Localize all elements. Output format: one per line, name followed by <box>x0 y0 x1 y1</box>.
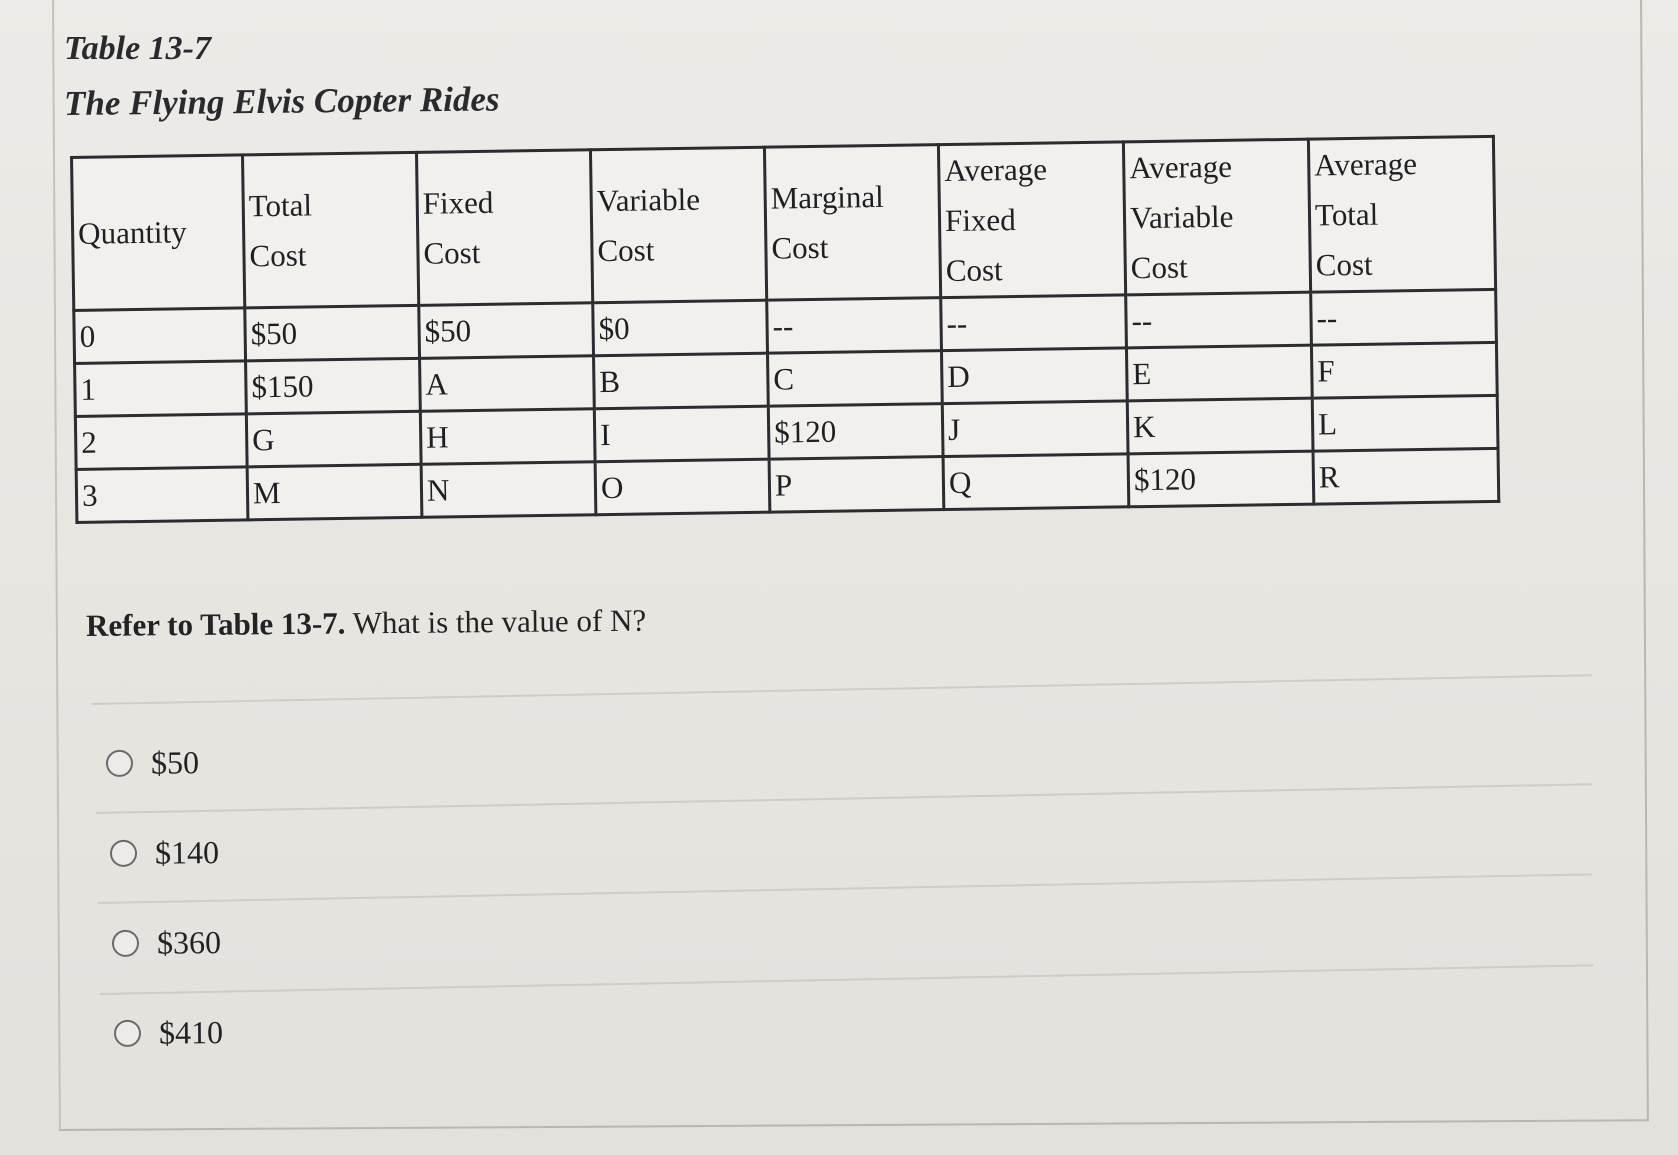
cell-variable-cost: B <box>594 353 769 409</box>
cell-average-total-cost: -- <box>1311 289 1497 345</box>
cell-average-variable-cost: -- <box>1126 292 1312 348</box>
cost-table-wrapper <box>70 135 1500 524</box>
header-variable-cost-line-1: Variable <box>596 181 701 219</box>
cell-average-fixed-cost: J <box>942 401 1128 457</box>
question-prompt: What is the value of N? <box>345 602 647 641</box>
cell-marginal-cost: $120 <box>768 404 943 460</box>
cell-average-variable-cost: K <box>1127 398 1313 454</box>
answer-option-label: $360 <box>156 924 222 961</box>
header-average-total-cost <box>1308 136 1495 292</box>
header-average-variable-cost-line-2: Variable <box>1129 198 1234 236</box>
cell-total-cost: $50 <box>245 305 420 361</box>
cell-quantity: 2 <box>75 414 247 470</box>
table-header-row <box>72 136 1496 310</box>
answer-option-2[interactable] <box>110 834 219 872</box>
header-average-total-cost-line-2: Total <box>1314 196 1379 233</box>
cell-average-total-cost: L <box>1312 395 1498 451</box>
cell-average-fixed-cost: Q <box>943 454 1129 510</box>
cell-fixed-cost: H <box>420 409 595 465</box>
cell-marginal-cost: P <box>769 457 944 513</box>
answer-option-4[interactable] <box>114 1014 223 1052</box>
header-total-cost <box>243 152 419 308</box>
header-average-fixed-cost-line-2: Fixed <box>944 201 1016 239</box>
header-average-variable-cost-line-1: Average <box>1129 148 1233 186</box>
header-average-fixed-cost <box>938 142 1125 298</box>
cell-marginal-cost: C <box>768 351 943 407</box>
table-title: Table 13-7 <box>64 30 212 67</box>
header-average-total-cost-line-3: Cost <box>1315 246 1373 283</box>
header-average-fixed-cost-line-1: Average <box>944 151 1048 189</box>
header-marginal-cost <box>764 145 940 301</box>
header-variable-cost-line-2: Cost <box>597 232 655 269</box>
cell-quantity: 1 <box>75 361 247 417</box>
header-average-total-cost-line-1: Average <box>1314 146 1418 183</box>
header-average-variable-cost <box>1123 139 1310 295</box>
header-average-variable-cost-line-3: Cost <box>1130 249 1188 286</box>
answer-option-label: $50 <box>150 744 200 781</box>
cell-fixed-cost: N <box>421 462 596 518</box>
header-total-cost-line-1: Total <box>248 187 313 224</box>
cell-average-variable-cost: $120 <box>1128 451 1314 507</box>
header-quantity-line-1: Quantity <box>77 214 187 251</box>
header-variable-cost <box>590 147 766 303</box>
cost-table <box>70 135 1500 524</box>
cell-variable-cost: $0 <box>593 300 768 356</box>
radio-button-icon[interactable] <box>110 840 137 867</box>
answer-option-1[interactable] <box>106 744 199 782</box>
cell-average-fixed-cost: -- <box>941 295 1127 351</box>
cell-total-cost: $150 <box>246 358 421 414</box>
header-marginal-cost-line-1: Marginal <box>770 178 885 216</box>
header-fixed-cost-line-2: Cost <box>423 234 481 271</box>
cell-average-total-cost: F <box>1311 342 1497 398</box>
cell-total-cost: M <box>247 464 422 520</box>
header-fixed-cost <box>416 150 592 306</box>
cell-fixed-cost: $50 <box>419 303 594 359</box>
cell-average-total-cost: R <box>1313 448 1499 504</box>
question-text <box>86 603 647 644</box>
cell-quantity: 3 <box>76 467 248 523</box>
answer-option-3[interactable] <box>112 924 221 962</box>
radio-button-icon[interactable] <box>112 930 139 957</box>
answer-option-label: $410 <box>158 1014 224 1051</box>
cell-average-variable-cost: E <box>1126 345 1312 401</box>
cell-quantity: 0 <box>74 308 246 364</box>
cell-average-fixed-cost: D <box>941 348 1127 404</box>
radio-button-icon[interactable] <box>106 750 133 777</box>
header-fixed-cost-line-1: Fixed <box>422 184 494 221</box>
cell-marginal-cost: -- <box>767 298 942 354</box>
header-total-cost-line-2: Cost <box>249 237 307 274</box>
header-marginal-cost-line-2: Cost <box>771 229 829 266</box>
answer-option-label: $140 <box>154 834 220 871</box>
radio-button-icon[interactable] <box>114 1020 141 1047</box>
header-quantity <box>72 155 245 311</box>
cell-total-cost: G <box>246 411 421 467</box>
table-subtitle: The Flying Elvis Copter Rides <box>63 79 500 123</box>
cell-variable-cost: I <box>594 406 769 462</box>
header-average-fixed-cost-line-3: Cost <box>945 252 1003 289</box>
cell-variable-cost: O <box>595 459 770 515</box>
question-reference: Refer to Table 13-7. <box>85 605 346 643</box>
cell-fixed-cost: A <box>420 356 595 412</box>
